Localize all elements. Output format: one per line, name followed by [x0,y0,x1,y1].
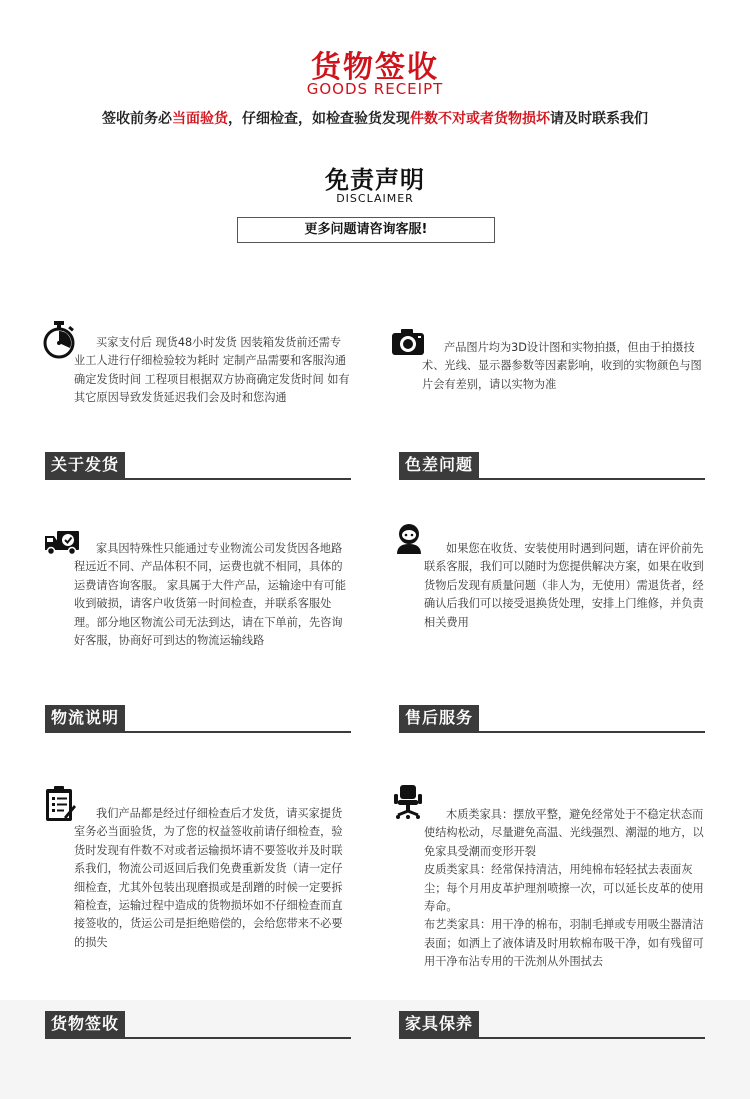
disclaimer-title: 免责声明 [325,166,425,194]
shipping-paragraph: 买家支付后 现货48小时发货 因装箱发货前还需专业工人进行仔细检验较为耗时 定制产品需要和客服沟通确定发货时间 工程项目根据双方协商确定发货时间 如有其它原因导致发货延迟我们会及时和您沟通 [74,336,350,405]
receipt-notice [0,108,750,128]
truck-icon [44,530,78,564]
notice-highlight-2: 件数不对或者货物损坏 [410,111,550,127]
page-title: 货物签收 [311,50,439,85]
customer-service-icon [394,522,428,556]
notice-highlight-1: 当面验货 [172,111,228,127]
care-label: 家具保养 [399,1011,479,1037]
shipping-text [74,334,350,408]
divider [399,1037,705,1039]
clipboard-icon [44,785,78,819]
disclaimer-subtitle: DISCLAIMER [336,192,414,205]
notice-text-3: 请及时联系我们 [550,111,648,127]
page-subtitle: GOODS RECEIPT [306,80,444,98]
color-text [422,339,712,394]
notice-text-2: ，仔细检查，如检查验货发现 [228,111,410,127]
receipt-label: 货物签收 [45,1011,125,1037]
care-leather-paragraph: 皮质类家具：经常保持清洁，用纯棉布轻轻拭去表面灰尘；每个月用皮革护理剂喷擦一次，可以延长皮革的使用寿命。 [424,863,704,914]
divider [399,731,705,733]
divider [45,731,351,733]
receipt-text [74,805,350,952]
color-paragraph: 产品图片均为3D设计图和实物拍摄，但由于拍摄技术、光线、显示器参数等因素影响，收到的实物颜色与图片会有差别，请以实物为准 [422,341,702,391]
divider [45,478,351,480]
divider [399,478,705,480]
color-label: 色差问题 [399,452,479,478]
office-chair-icon [392,784,426,818]
care-wood-paragraph: 木质类家具：摆放平整，避免经常处于不稳定状态而使结构松动，尽量避免高温、光线强烈、潮湿的地方，以免家具受潮而变形开裂 [424,808,704,858]
receipt-paragraph: 我们产品都是经过仔细检查后才发货，请买家提货室务必当面验货，为了您的权益签收前请仔细检查，验货时发现有件数不对或者运输损坏请不要签收并及时联系我们，物流公司返回后我们免费重新发货（请一定仔细检查，尤其外包装出现磨损或是刮蹭的时候一定要拆箱检查，运输过程中造成的货物损坏如不仔细检查而直接签收的，货运公司是拒绝赔偿的，会给您带来不必要的损失 [74,807,343,949]
aftersale-label: 售后服务 [399,705,479,731]
notice-text-1: 签收前务必 [102,111,172,127]
shipping-label: 关于发货 [45,452,125,478]
divider [45,1037,351,1039]
aftersale-text [424,540,714,632]
camera-icon [391,327,425,361]
care-text [424,806,714,972]
contact-service-box: 更多问题请咨询客服! [237,217,495,243]
care-fabric-paragraph: 布艺类家具：用干净的棉布，羽制毛掸或专用吸尘器清洁表面；如洒上了液体请及时用软棉布吸干净，如有残留可用干净布沾专用的干洗剂从外围拭去 [424,918,704,969]
stopwatch-icon [42,321,76,355]
logistics-text [74,540,350,650]
logistics-paragraph: 家具因特殊性只能通过专业物流公司发货因各地路程远近不同、产品体积不同，运费也就不相同，具体的运费请咨询客服。 家具属于大件产品，运输途中有可能收到破损，请客户收货第一时间检查，并联系客服处理。部分地区物流公司无法到达，请在下单前，先咨询好客服，协商好可到达的物流运输线路 [74,542,347,648]
aftersale-paragraph: 如果您在收货、安装使用时遇到问题，请在评价前先联系客服，我们可以随时为您提供解决方案，如果在收到货物后发现有质量问题（非人为，无使用）需退货者，经确认后我们可以接受退换货处理，安排上门维修，并负责相关费用 [424,542,704,629]
logistics-label: 物流说明 [45,705,125,731]
